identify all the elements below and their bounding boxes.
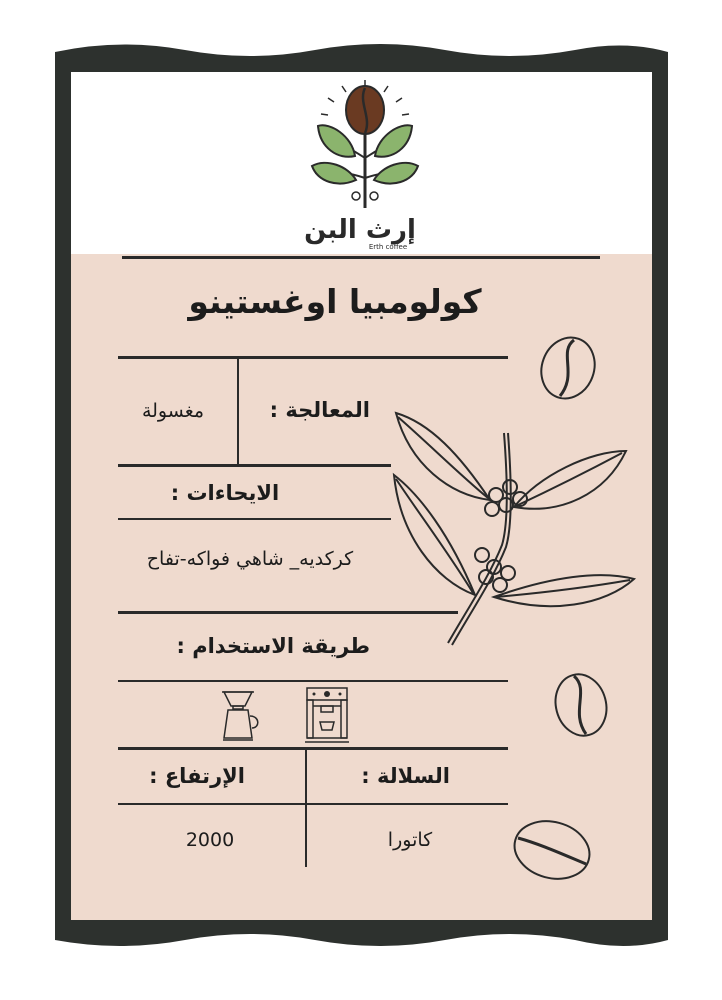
divider [118, 747, 508, 750]
notes-label: الايحاءات : [170, 481, 280, 505]
divider-vertical [305, 749, 307, 867]
variety-label: السلالة : [361, 764, 450, 788]
divider [118, 680, 508, 682]
notes-value: كركديه_ شاهي فواكه-تفاح [146, 548, 354, 570]
divider [118, 464, 391, 467]
coffee-bean-icon [510, 814, 594, 886]
altitude-label: الإرتفاع : [149, 764, 245, 788]
processing-label: المعالجة : [269, 398, 370, 422]
brand-latin-name: Erth coffee [368, 243, 408, 251]
brand-logo [290, 78, 440, 253]
top-divider [122, 256, 600, 259]
coffee-bean-icon [538, 334, 598, 402]
usage-label: طريقة الاستخدام : [176, 634, 370, 658]
divider [118, 356, 508, 359]
brand-name: إرث البن [304, 215, 416, 245]
coffee-bean-icon [552, 670, 610, 740]
espresso-machine-icon [304, 686, 350, 744]
divider [118, 518, 391, 520]
divider-vertical [237, 358, 239, 465]
coffee-branch-icon [390, 405, 640, 650]
product-name: كولومبيا اوغستينو [188, 282, 482, 321]
divider [118, 803, 508, 805]
pour-over-icon [218, 688, 266, 744]
altitude-value: 2000 [185, 829, 235, 851]
variety-value: كاتورا [387, 829, 433, 851]
processing-value: مغسولة [141, 400, 205, 422]
